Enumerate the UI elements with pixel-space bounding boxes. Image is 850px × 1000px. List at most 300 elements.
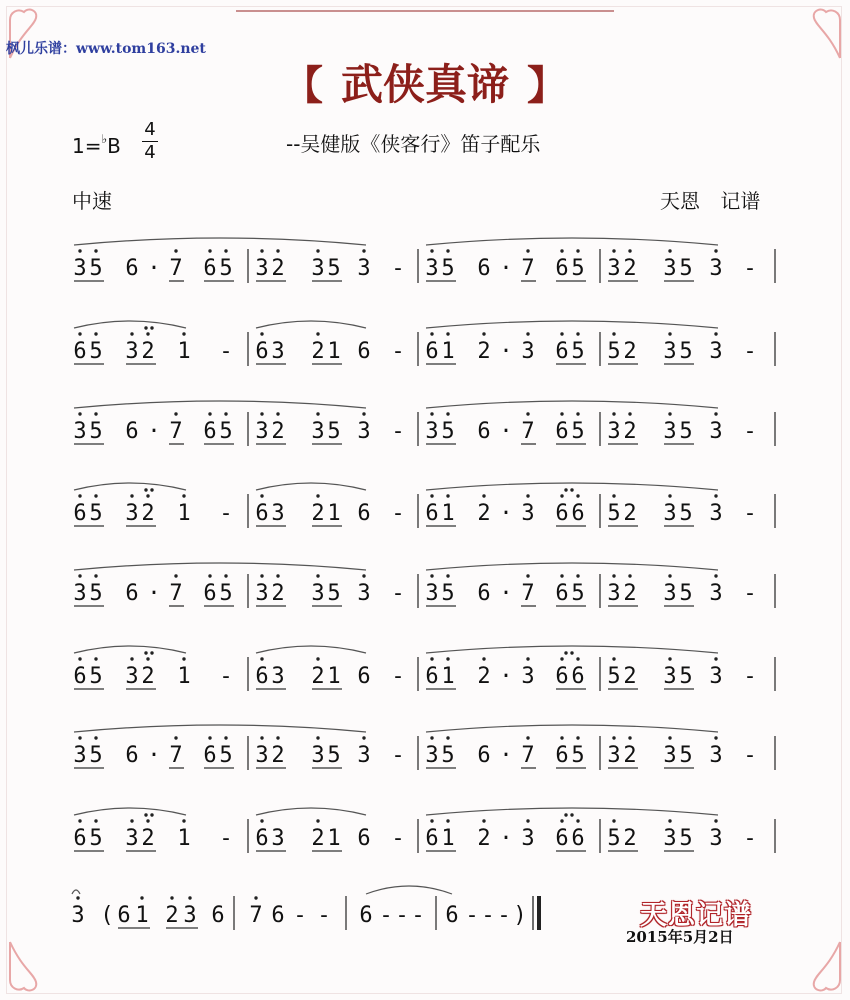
slur	[426, 563, 718, 570]
octave-dot	[78, 332, 81, 335]
note: -	[391, 664, 405, 689]
octave-dot	[94, 736, 97, 739]
transcriber-stamp: 天恩记谱	[640, 900, 752, 931]
note: ·	[499, 339, 513, 364]
note: -	[391, 501, 405, 526]
octave-dot	[612, 574, 615, 577]
note: 3	[311, 581, 325, 606]
note: 2	[271, 581, 285, 606]
note: 5	[571, 581, 585, 606]
note: -	[391, 256, 405, 281]
title-right-bracket: 】	[527, 63, 567, 109]
octave-dot	[628, 249, 631, 252]
note: -	[743, 826, 757, 851]
octave-dot	[150, 651, 153, 654]
note: 3	[521, 826, 535, 851]
octave-dot	[260, 249, 263, 252]
note: 3	[709, 501, 723, 526]
octave-dot	[612, 332, 615, 335]
octave-dot	[316, 736, 319, 739]
octave-dot	[94, 574, 97, 577]
note: ·	[147, 419, 161, 444]
octave-dot	[276, 736, 279, 739]
octave-dot	[446, 494, 449, 497]
note: 3	[71, 903, 85, 928]
slur	[74, 321, 186, 328]
note: -	[411, 903, 425, 928]
note: 2	[311, 501, 325, 526]
note: 5	[607, 664, 621, 689]
octave-dot	[430, 574, 433, 577]
note: 5	[327, 743, 341, 768]
octave-dot	[276, 249, 279, 252]
octave-dot	[526, 412, 529, 415]
octave-dot	[560, 494, 563, 497]
note: 6	[357, 339, 371, 364]
note: -	[481, 903, 495, 928]
octave-dot	[94, 412, 97, 415]
note: 3	[255, 581, 269, 606]
note: -	[317, 903, 331, 928]
octave-dot	[208, 736, 211, 739]
note: 3	[607, 419, 621, 444]
note: 1	[177, 339, 191, 364]
octave-dot	[714, 412, 717, 415]
note: 3	[709, 419, 723, 444]
octave-dot	[316, 657, 319, 660]
octave-dot	[78, 494, 81, 497]
octave-dot	[526, 819, 529, 822]
slur	[74, 808, 186, 815]
octave-dot	[260, 819, 263, 822]
octave-dot	[130, 657, 133, 660]
note: 3	[73, 581, 87, 606]
note: -	[391, 419, 405, 444]
note: 2	[141, 339, 155, 364]
slur	[74, 401, 366, 408]
octave-dot	[668, 736, 671, 739]
note: 2	[623, 501, 637, 526]
note: -	[743, 581, 757, 606]
note: 3	[425, 743, 439, 768]
note: 6	[357, 501, 371, 526]
note: 3	[607, 743, 621, 768]
note: 5	[679, 581, 693, 606]
note: 2	[623, 339, 637, 364]
note: 3	[125, 664, 139, 689]
octave-dot	[576, 249, 579, 252]
note: -	[465, 903, 479, 928]
note: 6	[73, 339, 87, 364]
note: 6	[357, 826, 371, 851]
note: 7	[521, 419, 535, 444]
note: 3	[271, 501, 285, 526]
note: 7	[249, 903, 263, 928]
octave-dot	[316, 819, 319, 822]
octave-dot	[94, 657, 97, 660]
octave-dot	[260, 332, 263, 335]
note: 1	[177, 501, 191, 526]
note: -	[743, 501, 757, 526]
octave-dot	[316, 412, 319, 415]
key-prefix: 1=	[72, 134, 102, 158]
octave-dot	[182, 332, 185, 335]
octave-dot	[560, 819, 563, 822]
octave-dot	[714, 574, 717, 577]
note: -	[743, 339, 757, 364]
note: 6	[125, 581, 139, 606]
octave-dot	[446, 412, 449, 415]
note: 3	[663, 743, 677, 768]
note: 2	[623, 826, 637, 851]
octave-dot	[628, 736, 631, 739]
octave-dot	[78, 736, 81, 739]
note: 3	[357, 256, 371, 281]
note: 6	[271, 903, 285, 928]
note: 1	[441, 826, 455, 851]
tempo-marking: 中速	[72, 189, 112, 213]
note: 5	[219, 743, 233, 768]
octave-dot	[150, 326, 153, 329]
note: 6	[477, 256, 491, 281]
note: 5	[679, 419, 693, 444]
note: 6	[571, 501, 585, 526]
note: 1	[177, 826, 191, 851]
octave-dot	[430, 412, 433, 415]
meter-bottom: 4	[144, 142, 156, 163]
slur	[74, 646, 186, 653]
octave-dot	[612, 736, 615, 739]
note: 6	[571, 826, 585, 851]
note: ·	[499, 581, 513, 606]
note: 1	[327, 339, 341, 364]
note: 5	[679, 826, 693, 851]
note: 3	[357, 419, 371, 444]
octave-dot	[182, 819, 185, 822]
note: 2	[623, 743, 637, 768]
slur	[74, 238, 366, 245]
note: 2	[477, 664, 491, 689]
octave-dot	[526, 494, 529, 497]
octave-dot	[260, 494, 263, 497]
octave-dot	[714, 332, 717, 335]
octave-dot	[146, 819, 149, 822]
octave-dot	[714, 657, 717, 660]
note: 7	[169, 419, 183, 444]
note: ·	[147, 256, 161, 281]
note: 6	[73, 501, 87, 526]
note: 3	[357, 743, 371, 768]
octave-dot	[430, 249, 433, 252]
octave-dot	[146, 332, 149, 335]
note: 5	[679, 664, 693, 689]
note: 6	[425, 339, 439, 364]
note: 6	[203, 581, 217, 606]
octave-dot	[668, 657, 671, 660]
octave-dot	[560, 736, 563, 739]
note: 2	[271, 743, 285, 768]
note: 3	[709, 743, 723, 768]
paren: (	[100, 903, 114, 928]
octave-dot	[362, 736, 365, 739]
octave-dot	[668, 332, 671, 335]
note: 2	[623, 256, 637, 281]
note: 6	[125, 419, 139, 444]
note: ·	[499, 256, 513, 281]
note: 3	[607, 581, 621, 606]
slur	[256, 321, 366, 328]
note: 5	[441, 581, 455, 606]
octave-dot	[668, 494, 671, 497]
note: 6	[117, 903, 131, 928]
note: -	[395, 903, 409, 928]
octave-dot	[260, 736, 263, 739]
octave-dot	[146, 494, 149, 497]
key-note: B	[107, 134, 121, 158]
note: 6	[555, 501, 569, 526]
octave-dot	[78, 657, 81, 660]
note: 7	[521, 743, 535, 768]
transcriber: 天恩 记谱	[660, 189, 761, 213]
note: 2	[623, 581, 637, 606]
octave-dot	[78, 574, 81, 577]
note: 2	[623, 419, 637, 444]
note: 6	[555, 826, 569, 851]
slur	[426, 321, 718, 328]
note: 5	[89, 664, 103, 689]
octave-dot	[174, 249, 177, 252]
octave-dot	[446, 249, 449, 252]
note: 3	[183, 903, 197, 928]
note: 3	[663, 501, 677, 526]
note: 6	[555, 664, 569, 689]
note: 3	[709, 339, 723, 364]
note: 5	[89, 419, 103, 444]
note: 6	[555, 339, 569, 364]
note: 2	[477, 826, 491, 851]
note: 7	[521, 581, 535, 606]
octave-dot	[150, 488, 153, 491]
slur	[426, 238, 718, 245]
note: ·	[147, 743, 161, 768]
note: 3	[663, 664, 677, 689]
octave-dot	[446, 657, 449, 660]
note: 6	[555, 256, 569, 281]
note: -	[219, 501, 233, 526]
note: -	[219, 664, 233, 689]
slur	[426, 725, 718, 732]
note: 3	[311, 743, 325, 768]
octave-dot	[564, 488, 567, 491]
note: 1	[441, 664, 455, 689]
note: 3	[521, 664, 535, 689]
octave-dot	[260, 412, 263, 415]
note: 6	[555, 419, 569, 444]
octave-dot	[316, 249, 319, 252]
octave-dot	[576, 412, 579, 415]
octave-dot	[188, 896, 191, 899]
octave-dot	[254, 896, 257, 899]
note: 5	[89, 581, 103, 606]
note: 6	[255, 501, 269, 526]
note: 3	[255, 256, 269, 281]
note: 1	[441, 501, 455, 526]
octave-dot	[316, 574, 319, 577]
octave-dot	[570, 813, 573, 816]
note: 2	[271, 256, 285, 281]
octave-dot	[146, 657, 149, 660]
note: 3	[271, 826, 285, 851]
note: 3	[255, 419, 269, 444]
note: 5	[89, 501, 103, 526]
note: 6	[203, 256, 217, 281]
note: 3	[607, 256, 621, 281]
note: 3	[663, 581, 677, 606]
note: 7	[169, 743, 183, 768]
note: 2	[477, 339, 491, 364]
octave-dot	[564, 813, 567, 816]
note: 3	[311, 256, 325, 281]
note: 7	[521, 256, 535, 281]
note: 6	[425, 826, 439, 851]
octave-dot	[576, 736, 579, 739]
note: 5	[327, 256, 341, 281]
note: 6	[477, 581, 491, 606]
note: 5	[219, 256, 233, 281]
octave-dot	[362, 574, 365, 577]
octave-dot	[430, 657, 433, 660]
note: 5	[89, 339, 103, 364]
note: 1	[327, 501, 341, 526]
note: -	[391, 339, 405, 364]
slur	[74, 725, 366, 732]
slur	[74, 483, 186, 490]
note: -	[219, 826, 233, 851]
octave-dot	[560, 332, 563, 335]
note: 3	[425, 581, 439, 606]
octave-dot	[668, 574, 671, 577]
octave-dot	[612, 249, 615, 252]
site-watermark[interactable]: 枫儿乐谱：www.tom163.net	[6, 41, 206, 57]
octave-dot	[576, 494, 579, 497]
note: 6	[425, 664, 439, 689]
note: 5	[441, 743, 455, 768]
octave-dot	[482, 657, 485, 660]
note: -	[743, 743, 757, 768]
note: 6	[555, 581, 569, 606]
note: 6	[255, 826, 269, 851]
note: 5	[89, 743, 103, 768]
note: ·	[499, 501, 513, 526]
octave-dot	[316, 494, 319, 497]
note: 3	[663, 339, 677, 364]
note: 5	[679, 339, 693, 364]
octave-dot	[576, 574, 579, 577]
octave-dot	[208, 412, 211, 415]
octave-dot	[446, 332, 449, 335]
slur	[366, 886, 452, 894]
note: 5	[89, 826, 103, 851]
note: 3	[311, 419, 325, 444]
octave-dot	[560, 574, 563, 577]
note: 5	[327, 581, 341, 606]
octave-dot	[276, 412, 279, 415]
note: 6	[203, 743, 217, 768]
octave-dot	[94, 819, 97, 822]
note: 5	[607, 501, 621, 526]
octave-dot	[224, 736, 227, 739]
note: 3	[271, 339, 285, 364]
note: 2	[311, 826, 325, 851]
octave-dot	[174, 736, 177, 739]
note: 5	[441, 419, 455, 444]
octave-dot	[560, 657, 563, 660]
octave-dot	[430, 332, 433, 335]
octave-dot	[526, 332, 529, 335]
note: 6	[211, 903, 225, 928]
octave-dot	[526, 249, 529, 252]
octave-dot	[94, 249, 97, 252]
octave-dot	[560, 249, 563, 252]
octave-dot	[78, 819, 81, 822]
note: -	[391, 743, 405, 768]
note: 6	[359, 903, 373, 928]
octave-dot	[140, 896, 143, 899]
octave-dot	[316, 332, 319, 335]
note: 3	[709, 581, 723, 606]
note: 5	[219, 419, 233, 444]
note: 6	[73, 664, 87, 689]
final-barline-thick	[537, 896, 541, 930]
octave-dot	[526, 657, 529, 660]
octave-dot	[130, 332, 133, 335]
note: 7	[169, 256, 183, 281]
octave-dot	[482, 494, 485, 497]
octave-dot	[564, 651, 567, 654]
note: 3	[73, 419, 87, 444]
note: 3	[663, 256, 677, 281]
note: -	[391, 581, 405, 606]
octave-dot	[362, 249, 365, 252]
note: 5	[327, 419, 341, 444]
slur	[256, 808, 366, 815]
note: 5	[441, 256, 455, 281]
octave-dot	[94, 494, 97, 497]
note: 1	[135, 903, 149, 928]
note: 3	[709, 664, 723, 689]
note: 6	[255, 664, 269, 689]
slur	[74, 563, 366, 570]
octave-dot	[224, 249, 227, 252]
octave-dot	[78, 412, 81, 415]
octave-dot	[714, 819, 717, 822]
octave-dot	[144, 651, 147, 654]
note: 6	[125, 743, 139, 768]
note: 3	[709, 826, 723, 851]
octave-dot	[208, 574, 211, 577]
octave-dot	[482, 819, 485, 822]
note: 3	[125, 339, 139, 364]
note: 6	[477, 419, 491, 444]
octave-dot	[560, 412, 563, 415]
slur	[256, 646, 366, 653]
note: ·	[499, 664, 513, 689]
octave-dot	[224, 412, 227, 415]
note: 6	[125, 256, 139, 281]
octave-dot	[130, 819, 133, 822]
octave-dot	[612, 494, 615, 497]
note: 2	[141, 826, 155, 851]
